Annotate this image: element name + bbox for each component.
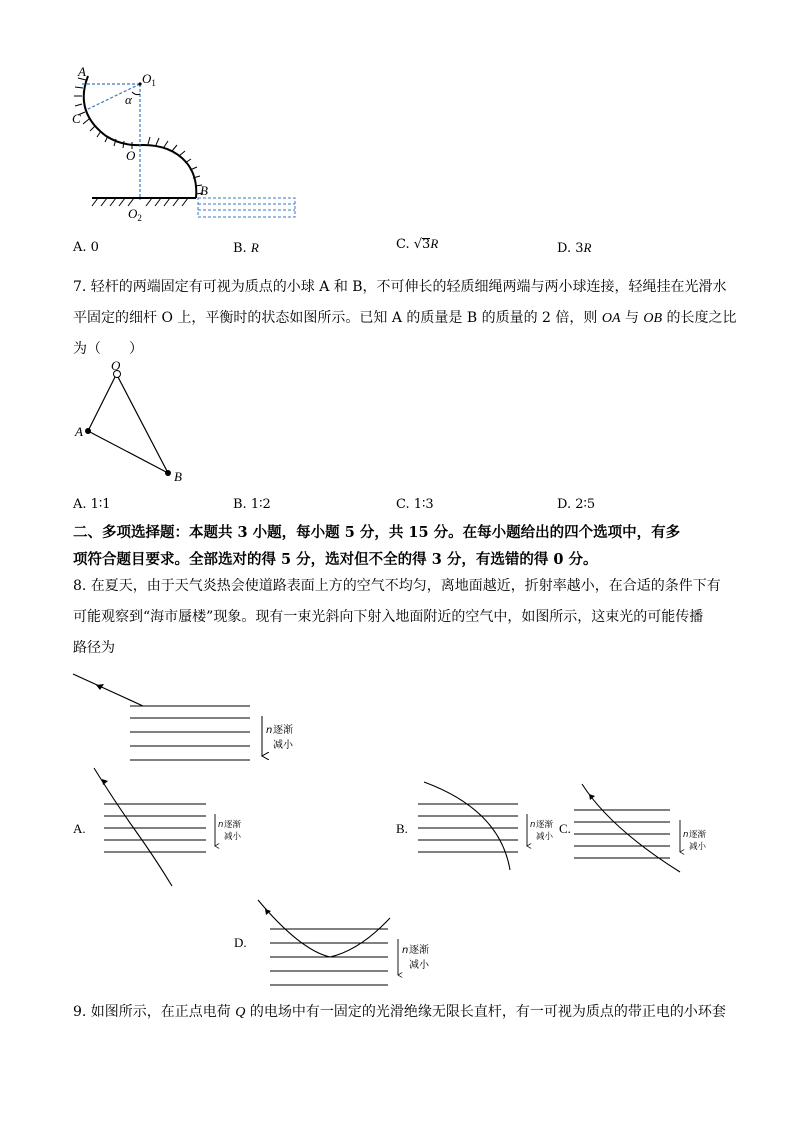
q6-label-alpha: α xyxy=(125,92,132,107)
q8-option-a-label: A. xyxy=(73,821,86,836)
q8-a-caption-1: 逐渐 xyxy=(224,820,242,830)
q7-option-a: A. 1∶1 xyxy=(73,497,111,512)
q7-label-B: B xyxy=(174,469,182,484)
q9-line-1: 9. 如图所示，在正点电荷 Q 的电场中有一固定的光滑绝缘无限长直杆，有一可视为质点的带正电的小环套 xyxy=(73,1004,726,1020)
section2-line-2: 项符合题目要求。全部选对的得 5 分，选对但不全的得 3 分，有选错的得 0 分。 xyxy=(73,551,598,568)
q6-option-a: A. 0 xyxy=(73,240,99,255)
q7-line-3: 为（ ） xyxy=(73,341,143,357)
q6-option-d: D. 3R xyxy=(557,240,592,256)
q8-figures xyxy=(0,660,794,990)
q8-b-ray xyxy=(424,782,510,870)
q6-figure xyxy=(0,0,794,230)
q8-option-c-label: C. xyxy=(559,821,571,836)
q8-main-caption-n: n xyxy=(266,725,273,736)
section2-line-1: 二、多项选择题：本题共 3 小题，每小题 5 分，共 15 分。在每小题给出的四个选项中，有多 xyxy=(73,524,681,541)
q8-option-b-label: B. xyxy=(396,821,408,836)
q8-main-ray xyxy=(73,674,143,706)
q8-option-b-diagram xyxy=(418,782,554,870)
q6-label-O: O xyxy=(126,148,136,163)
q8-a-caption-n: n xyxy=(218,820,224,830)
q8-main-caption-1: 逐渐 xyxy=(273,725,293,736)
q8-c-caption-1: 逐渐 xyxy=(689,830,707,840)
q7-rod-ab xyxy=(88,431,168,473)
q7-ball-A xyxy=(85,428,91,434)
q6-water xyxy=(198,198,295,217)
q6-option-b: B. R xyxy=(233,240,259,256)
q8-option-c-diagram xyxy=(574,784,707,872)
q7-line-1: 7. 轻杆的两端固定有可视为质点的小球 A 和 B，不可伸长的轻质细绳两端与两小球连接，轻绳挂在光滑水 xyxy=(73,279,727,295)
q7-option-b: B. 1∶2 xyxy=(233,497,271,512)
q8-line-3: 路径为 xyxy=(73,640,115,656)
q6-angle-arc xyxy=(132,92,140,95)
q7-string-ob xyxy=(118,377,168,473)
q8-line-1: 8. 在夏天，由于天气炎热会使道路表面上方的空气不均匀，离地面越近，折射率越小，在合适的条件下有 xyxy=(73,578,721,594)
q8-d-caption-2: 减小 xyxy=(409,960,429,971)
q7-figure xyxy=(0,360,794,500)
q8-d-caption-n: n xyxy=(402,945,409,956)
q8-d-caption-1: 逐渐 xyxy=(409,945,429,956)
q8-b-caption-2: 减小 xyxy=(536,832,554,842)
q8-main-diagram xyxy=(73,674,294,760)
q6-hatch-upper xyxy=(74,78,132,149)
q7-label-A: A xyxy=(75,424,83,439)
q8-b-caption-n: n xyxy=(530,820,536,830)
q8-line-2: 可能观察到“海市蜃楼”现象。现有一束光斜向下射入地面附近的空气中，如图所示，这束光的可能传播 xyxy=(73,609,704,625)
q8-a-ray xyxy=(94,768,172,886)
q6-label-B: B xyxy=(200,183,208,198)
q8-b-caption-1: 逐渐 xyxy=(536,820,554,830)
q8-option-a-diagram xyxy=(94,768,242,886)
q8-option-d-diagram xyxy=(258,900,430,985)
q8-c-caption-n: n xyxy=(683,830,689,840)
q6-option-c: C. √3R xyxy=(396,236,439,252)
q7-option-d: D. 2∶5 xyxy=(557,497,596,512)
q7-string-oa xyxy=(88,377,115,431)
q6-label-C: C xyxy=(72,111,81,126)
q6-curve-lower xyxy=(140,145,196,198)
q6-curve-upper xyxy=(84,76,140,145)
q8-c-ray xyxy=(582,784,680,872)
q7-line-2: 平固定的细杆 O 上，平衡时的状态如图所示。已知 A 的质量是 B 的质量的 2 倍，则 OA 与 OB 的长度之比 xyxy=(73,310,737,326)
q8-option-d-label: D. xyxy=(234,935,247,950)
q6-label-O1: $O_1$ xyxy=(142,71,156,88)
q7-option-c: C. 1∶3 xyxy=(396,497,434,512)
q7-ball-B xyxy=(165,470,171,476)
q7-label-O: O xyxy=(111,358,121,373)
q6-label-A: A xyxy=(78,64,86,79)
q8-c-caption-2: 减小 xyxy=(689,842,707,852)
q8-a-caption-2: 减小 xyxy=(224,832,242,842)
q6-label-O2: $O_2$ xyxy=(128,206,142,223)
q8-main-caption-2: 减小 xyxy=(273,740,293,751)
